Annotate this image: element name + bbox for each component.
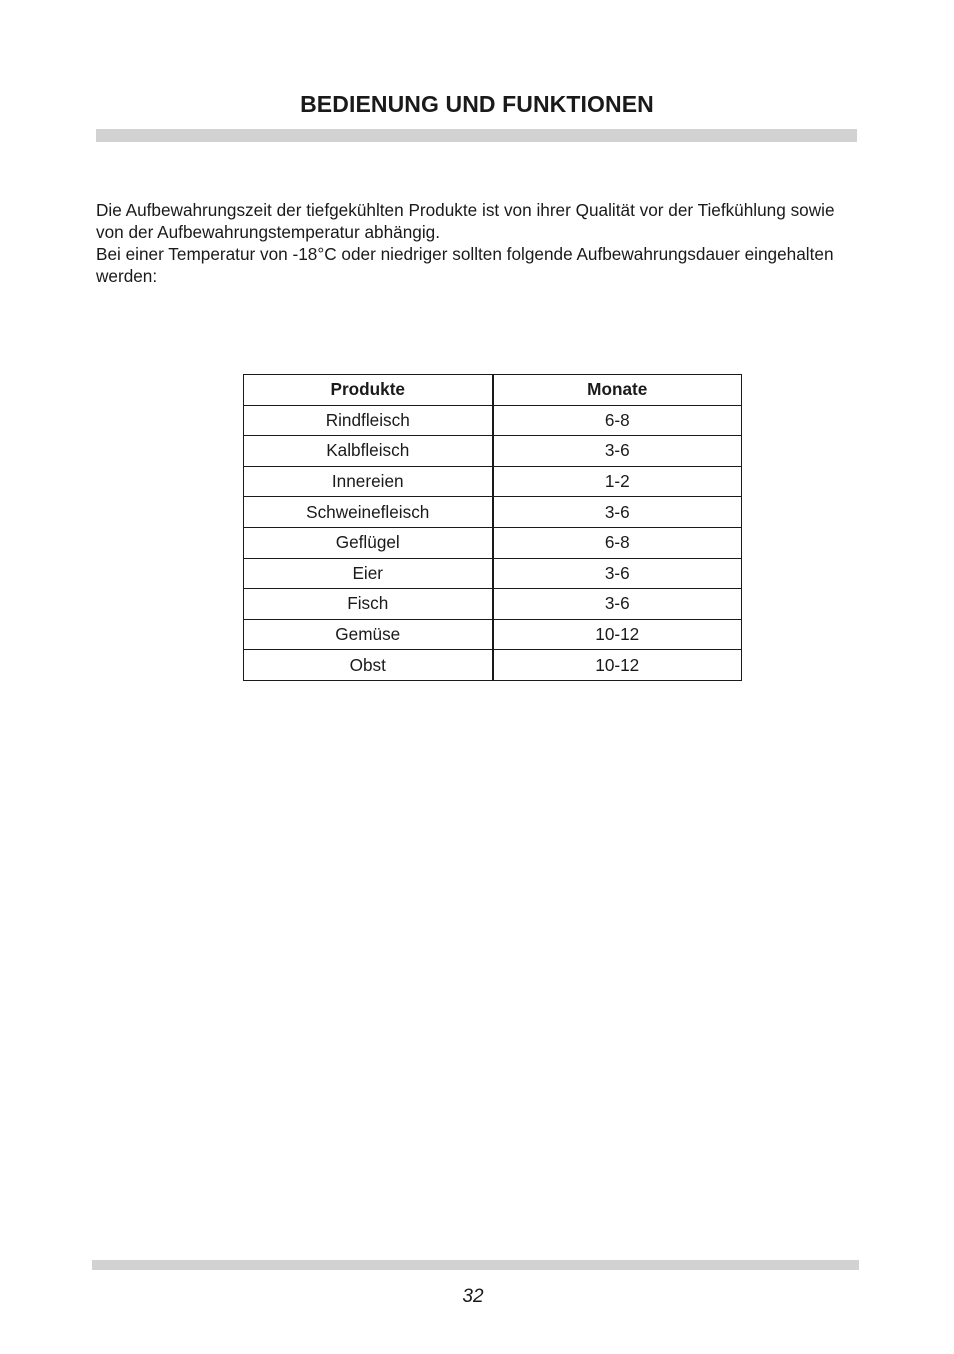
table-row [244,650,742,681]
table-row [244,405,742,436]
months-cell: 3-6 [493,436,742,467]
intro-text [96,199,856,287]
table-row [244,589,742,620]
page-title: BEDIENUNG UND FUNKTIONEN [300,91,654,117]
table-row [244,558,742,589]
table-row [244,466,742,497]
months-cell: 3-6 [493,589,742,620]
header-divider [96,129,857,142]
table-row [244,436,742,467]
months-cell: 10-12 [493,619,742,650]
product-cell: Innereien [244,466,493,497]
column-header-months: Monate [493,375,742,406]
product-cell: Fisch [244,589,493,620]
product-cell: Gemüse [244,619,493,650]
page-number: 32 [462,1286,484,1307]
table-header-row [244,375,742,406]
months-cell: 6-8 [493,527,742,558]
footer-divider [92,1260,859,1270]
months-cell: 10-12 [493,650,742,681]
column-header-products: Produkte [244,375,493,406]
table-row [244,497,742,528]
storage-duration-table [243,374,742,681]
months-cell: 3-6 [493,497,742,528]
product-cell: Rindfleisch [244,405,493,436]
months-cell: 1-2 [493,466,742,497]
product-cell: Schweinefleisch [244,497,493,528]
product-cell: Eier [244,558,493,589]
table-row [244,619,742,650]
months-cell: 3-6 [493,558,742,589]
intro-paragraph-2: Bei einer Temperatur von -18°C oder niedriger sollten folgende Aufbewahrungsdauer eingehalten werden: [96,244,834,286]
product-cell: Kalbfleisch [244,436,493,467]
table-row [244,527,742,558]
product-cell: Obst [244,650,493,681]
product-cell: Geflügel [244,527,493,558]
table-body [244,405,742,680]
months-cell: 6-8 [493,405,742,436]
intro-paragraph-1: Die Aufbewahrungszeit der tiefgekühlten Produkte ist von ihrer Qualität vor der Tiefkühlung sowie von der Aufbewahrungstemperatur abhängig. [96,200,835,242]
